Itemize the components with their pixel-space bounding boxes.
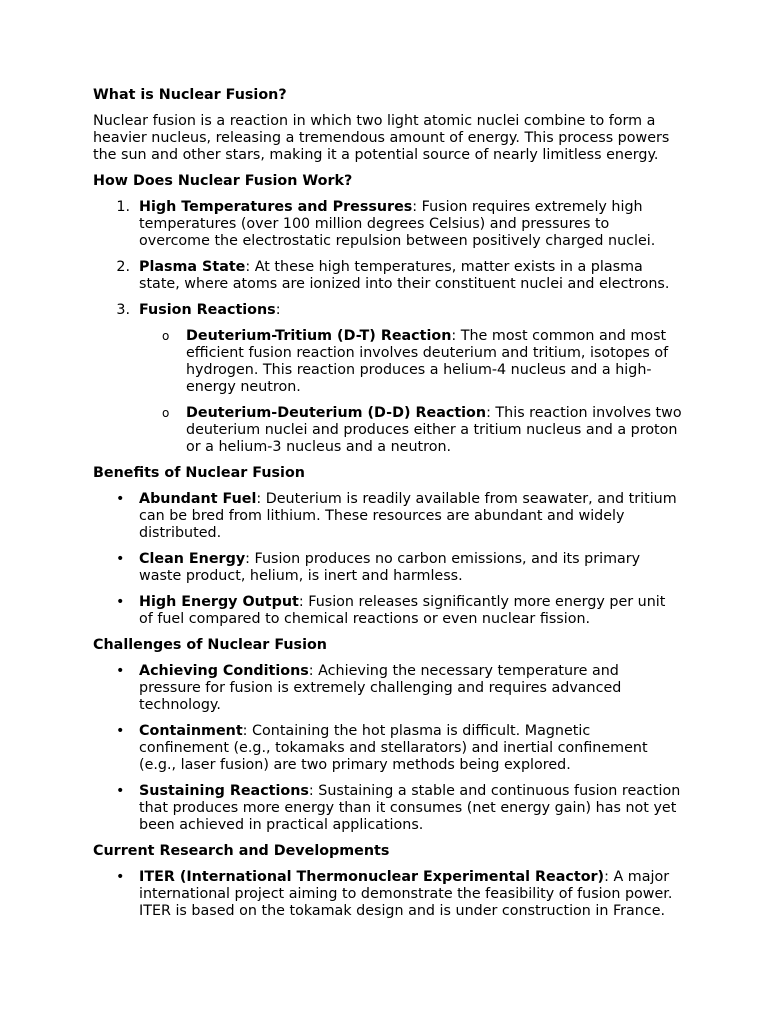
item-term: Sustaining Reactions [139, 783, 309, 799]
item-term: Fusion Reactions [139, 302, 276, 318]
heading-research: Current Research and Developments [93, 843, 390, 859]
bullet-icon: • [116, 783, 125, 799]
intro-paragraph: Nuclear fusion is a reaction in which two light atomic nuclei combine to form a heavier nucleus, releasing a tremendous amount of energy. This process powers the sun and other stars, making it a potential source of nearly limitless energy. [93, 113, 670, 163]
circle-bullet-icon: o [162, 329, 170, 343]
bullet-icon: • [116, 491, 125, 507]
item-text: : The most common and most efficient fusion reaction involves deuterium and tritium, isotopes of hydrogen. This reaction produces a helium-4 nucleus and a high-energy neutron. [186, 328, 669, 395]
bullet-item [93, 783, 683, 834]
item-term: Plasma State [139, 259, 246, 275]
item-text: : This reaction involves two deuterium nuclei and produces either a tritium nucleus and a proton or a helium-3 nucleus and a neutron. [186, 405, 682, 455]
numbered-item [93, 302, 683, 319]
document-body [93, 87, 683, 929]
item-text: : Deuterium is readily available from seawater, and tritium can be bred from lithium. These resources are abundant and widely distributed. [139, 491, 677, 541]
heading-how-fusion-works: How Does Nuclear Fusion Work? [93, 173, 353, 189]
list-number: 2. [116, 259, 130, 275]
item-term: Abundant Fuel [139, 491, 257, 507]
item-text: : Fusion requires extremely high temperatures (over 100 million degrees Celsius) and pressures to overcome the electrostatic repulsion between positively charged nuclei. [139, 199, 656, 249]
numbered-item [93, 259, 683, 293]
numbered-item [93, 199, 683, 250]
bullet-icon: • [116, 869, 125, 885]
item-text: : Fusion releases significantly more energy per unit of fuel compared to chemical reactions or even nuclear fission. [139, 594, 666, 627]
bullet-icon: • [116, 723, 125, 739]
item-text: : Achieving the necessary temperature and pressure for fusion is extremely challenging and requires advanced technology. [139, 663, 622, 713]
item-term: Deuterium-Tritium (D-T) Reaction [186, 328, 452, 344]
bullet-item [93, 869, 683, 920]
item-term: Containment [139, 723, 243, 739]
bullet-item [93, 723, 683, 774]
item-text: : Fusion produces no carbon emissions, and its primary waste product, helium, is inert and harmless. [139, 551, 641, 584]
bullet-item [93, 491, 683, 542]
bullet-icon: • [116, 551, 125, 567]
list-number: 1. [116, 199, 130, 215]
item-term: Deuterium-Deuterium (D-D) Reaction [186, 405, 487, 421]
item-text: : Containing the hot plasma is difficult. Magnetic confinement (e.g., tokamaks and stellarators) and inertial confinement (e.g., laser fusion) are two primary methods being explored. [139, 723, 648, 773]
bullet-item [93, 663, 683, 714]
bullet-item [93, 551, 683, 585]
item-text: : [275, 302, 281, 318]
sub-list-item [93, 328, 683, 396]
circle-bullet-icon: o [162, 406, 170, 420]
heading-what-is-fusion: What is Nuclear Fusion? [93, 87, 287, 103]
item-text: : A major international project aiming to demonstrate the feasibility of fusion power. ITER is based on the tokamak design and is under construction in France. [139, 869, 673, 919]
item-text: : Sustaining a stable and continuous fusion reaction that produces more energy than it consumes (net energy gain) has not yet been achieved in practical applications. [139, 783, 681, 833]
sub-list-item [93, 405, 683, 456]
item-term: High Energy Output [139, 594, 299, 610]
item-text: : At these high temperatures, matter exists in a plasma state, where atoms are ionized into their constituent nuclei and electrons. [139, 259, 670, 292]
bullet-item [93, 594, 683, 628]
bullet-icon: • [116, 594, 125, 610]
heading-challenges: Challenges of Nuclear Fusion [93, 637, 327, 653]
item-term: ITER (International Thermonuclear Experimental Reactor) [139, 869, 605, 885]
item-term: Achieving Conditions [139, 663, 309, 679]
item-term: Clean Energy [139, 551, 246, 567]
heading-benefits: Benefits of Nuclear Fusion [93, 465, 305, 481]
item-term: High Temperatures and Pressures [139, 199, 413, 215]
list-number: 3. [116, 302, 130, 318]
bullet-icon: • [116, 663, 125, 679]
